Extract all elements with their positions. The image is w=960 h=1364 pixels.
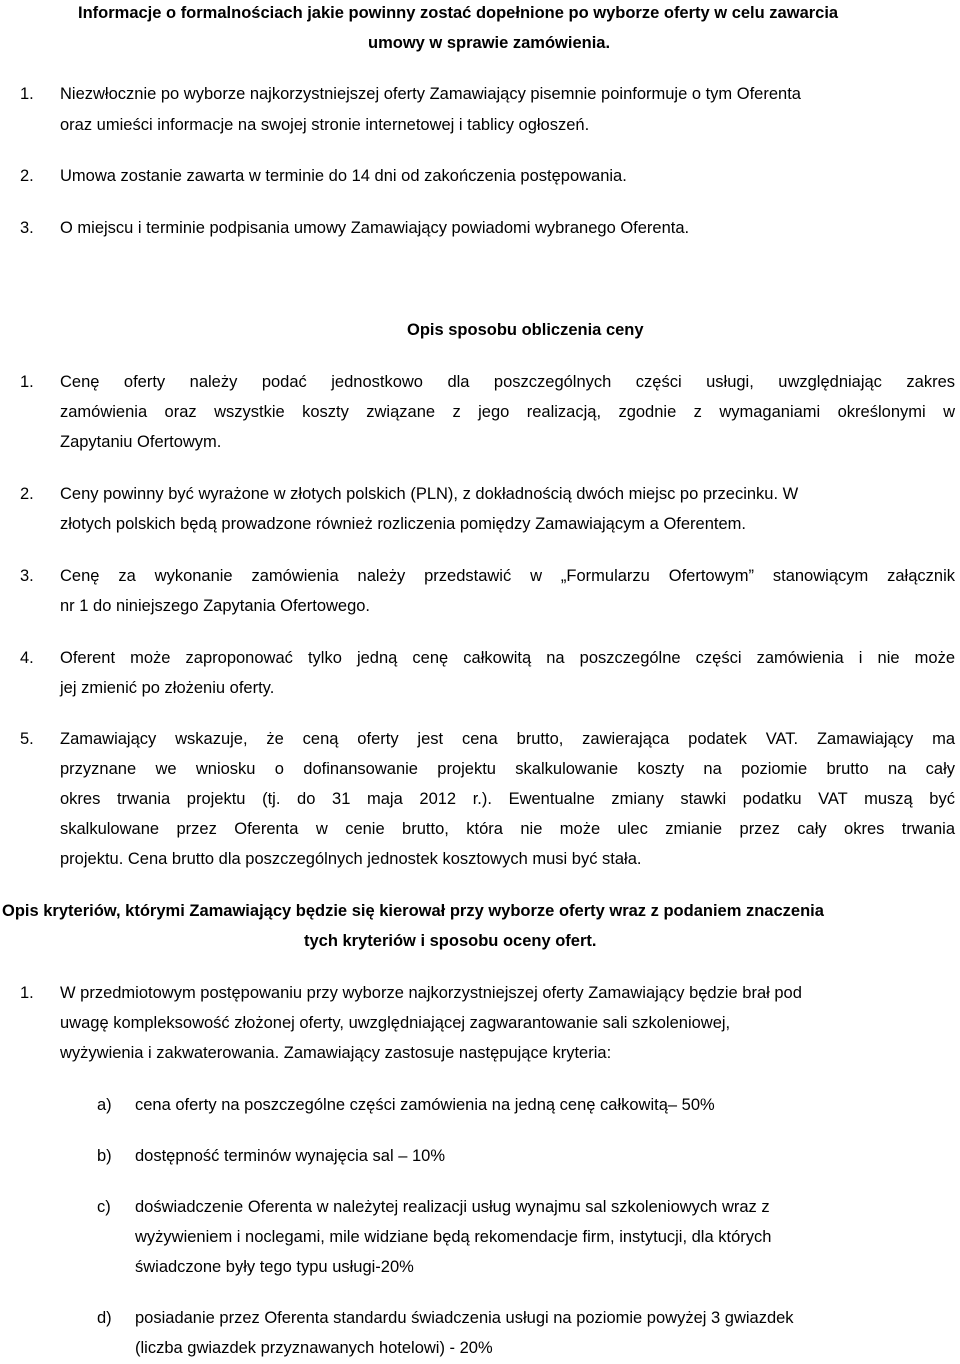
section3-item1-line1: W przedmiotowym postępowaniu przy wyborze najkorzystniejszej oferty Zamawiający będzie brał pod — [60, 984, 802, 1002]
section3-title-line1: Opis kryteriów, którymi Zamawiający będzie się kierował przy wyborze oferty wraz z podaniem znaczenia — [2, 902, 824, 920]
criterion-c-letter: c) — [97, 1198, 111, 1216]
section2-item5-line4: skalkulowane przez Oferenta w cenie brutto, która nie może ulec zmianie przez cały okres trwania — [60, 820, 955, 838]
section3-item1-line3: wyżywienia i zakwaterowania. Zamawiający zastosuje następujące kryteria: — [60, 1044, 612, 1062]
criterion-d-line2: (liczba gwiazdek przyznawanych hotelowi) - 20% — [135, 1339, 493, 1357]
criterion-b-letter: b) — [97, 1147, 112, 1165]
section1-title-line2: umowy w sprawie zamówienia. — [368, 34, 611, 52]
section2-item2-line1: Ceny powinny być wyrażone w złotych polskich (PLN), z dokładnością dwóch miejsc po przecinku. W — [60, 485, 799, 503]
section3-item1-number: 1. — [20, 984, 34, 1002]
section3-item1-line2: uwagę kompleksowość złożonej oferty, uwzględniającej zagwarantowanie sali szkoleniowej, — [60, 1014, 731, 1032]
section1-item3-number: 3. — [20, 219, 34, 237]
section2-item5-line1: Zamawiający wskazuje, że ceną oferty jest cena brutto, zawierająca podatek VAT. Zamawiający ma — [60, 730, 955, 748]
criterion-c-line1: doświadczenie Oferenta w należytej realizacji usług wynajmu sal szkoleniowych wraz z — [135, 1198, 770, 1216]
section2-item3-line1: Cenę za wykonanie zamówienia należy przedstawić w „Formularzu Ofertowym” stanowiącym załącznik — [60, 567, 955, 585]
section2-item5-line3: okres trwania projektu (tj. do 31 maja 2012 r.). Ewentualne zmiany stawki podatku VAT muszą być — [60, 790, 955, 808]
section2-item2-line2: złotych polskich będą prowadzone również rozliczenia pomiędzy Zamawiającym a Oferentem. — [60, 515, 746, 533]
section2-item5-line2: przyznane we wniosku o dofinansowanie projektu skalkulowanie koszty na poziomie brutto na cały — [60, 760, 955, 778]
section2-item5-line5: projektu. Cena brutto dla poszczególnych jednostek kosztowych musi być stała. — [60, 850, 642, 868]
section2-item1-line1: Cenę oferty należy podać jednostkowo dla poszczególnych części usługi, uwzględniając zakres — [60, 373, 955, 391]
section2-item4-number: 4. — [20, 649, 34, 667]
criterion-d-letter: d) — [97, 1309, 112, 1327]
section2-title: Opis sposobu obliczenia ceny — [407, 321, 644, 339]
section2-item4-line2: jej zmienić po złożeniu oferty. — [60, 679, 275, 697]
section2-item3-number: 3. — [20, 567, 34, 585]
section2-item5-number: 5. — [20, 730, 34, 748]
section2-item4-line1: Oferent może zaproponować tylko jedną cenę całkowitą na poszczególne części zamówienia i nie może — [60, 649, 955, 667]
criterion-b-line1: dostępność terminów wynajęcia sal – 10% — [135, 1147, 445, 1165]
section2-item1-number: 1. — [20, 373, 34, 391]
section1-item3-line1: O miejscu i terminie podpisania umowy Zamawiający powiadomi wybranego Oferenta. — [60, 219, 690, 237]
section1-item1-line1: Niezwłocznie po wyborze najkorzystniejszej oferty Zamawiający pisemnie poinformuje o tym Oferenta — [60, 85, 801, 103]
section2-item3-line2: nr 1 do niniejszego Zapytania Ofertowego. — [60, 597, 371, 615]
section2-item1-line2: zamówienia oraz wszystkie koszty związane z jego realizacją, zgodnie z wymaganiami określonymi w — [60, 403, 955, 421]
section1-item2-number: 2. — [20, 167, 34, 185]
criterion-a-line1: cena oferty na poszczególne części zamówienia na jedną cenę całkowitą– 50% — [135, 1096, 715, 1114]
section1-item1-line2: oraz umieści informacje na swojej stronie internetowej i tablicy ogłoszeń. — [60, 116, 590, 134]
section1-title-line1: Informacje o formalnościach jakie powinny zostać dopełnione po wyborze oferty w celu zawarcia — [78, 4, 839, 22]
section3-title-line2: tych kryteriów i sposobu oceny ofert. — [304, 932, 597, 950]
section2-item2-number: 2. — [20, 485, 34, 503]
section2-item1-line3: Zapytaniu Ofertowym. — [60, 433, 222, 451]
criterion-a-letter: a) — [97, 1096, 112, 1114]
criterion-c-line2: wyżywieniem i noclegami, mile widziane będą rekomendacje firm, instytucji, dla których — [135, 1228, 772, 1246]
section1-item2-line1: Umowa zostanie zawarta w terminie do 14 dni od zakończenia postępowania. — [60, 167, 627, 185]
section1-item1-number: 1. — [20, 85, 34, 103]
criterion-c-line3: świadczone były tego typu usługi-20% — [135, 1258, 414, 1276]
criterion-d-line1: posiadanie przez Oferenta standardu świadczenia usługi na poziomie powyżej 3 gwiazdek — [135, 1309, 794, 1327]
